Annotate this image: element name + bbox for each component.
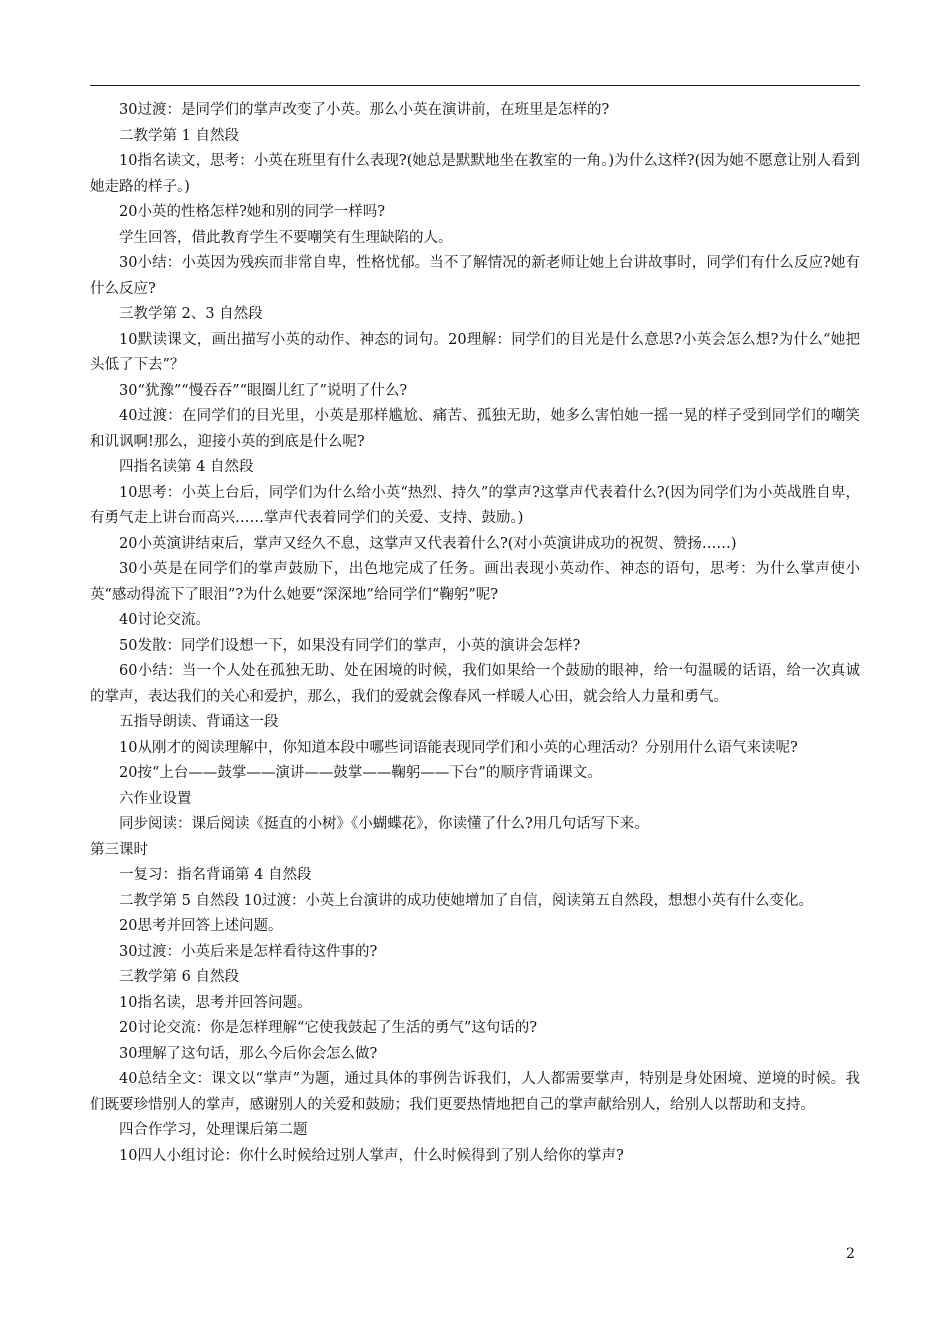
paragraph: 一复习：指名背诵第 4 自然段: [119, 867, 312, 883]
paragraph: 30过渡：是同学们的掌声改变了小英。那么小英在演讲前，在班里是怎样的?: [119, 102, 610, 118]
paragraph: 30小结：小英因为残疾而非常自卑，性格忧郁。当不了解情况的新老师让她上台讲故事时，同学们有什么反应?她有什么反应?: [90, 255, 860, 297]
paragraph: 20思考并回答上述问题。: [119, 918, 283, 934]
paragraph: 40讨论交流。: [119, 612, 210, 628]
paragraph: 30小英是在同学们的掌声鼓励下，出色地完成了任务。画出表现小英动作、神态的语句，思考：为什么掌声使小英“感动得流下了眼泪”?为什么她要“深深地”给同学们“鞠躬”呢?: [90, 561, 860, 603]
paragraph: 20小英的性格怎样?她和别的同学一样吗?: [119, 204, 385, 220]
document-body: [90, 98, 860, 1169]
section-heading: 第三课时: [90, 841, 148, 858]
paragraph: 40总结全文：课文以“掌声”为题，通过具体的事例告诉我们，人人都需要掌声，特别是身处困境、逆境的时候。我们既要珍惜别人的掌声，感谢别人的关爱和鼓励；我们更要热情地把自己的掌声献给别人，给别人以帮助和支持。: [90, 1071, 860, 1113]
paragraph: 10默读课文，画出描写小英的动作、神态的词句。20理解：同学们的目光是什么意思?小英会怎么想?为什么“她把头低了下去”？: [90, 331, 860, 373]
paragraph: 二教学第 1 自然段: [119, 127, 239, 144]
paragraph: 三教学第 6 自然段: [119, 969, 239, 985]
header-rule: [90, 85, 860, 86]
paragraph: 30理解了这句话，那么今后你会怎么做?: [119, 1045, 378, 1062]
paragraph: 10四人小组讨论：你什么时候给过别人掌声，什么时候得到了别人给你的掌声?: [119, 1147, 624, 1164]
paragraph: 50发散：同学们设想一下，如果没有同学们的掌声，小英的演讲会怎样?: [119, 637, 581, 654]
paragraph: 20按“上台——鼓掌——演讲——鼓掌——鞠躬——下台”的顺序背诵课文。: [119, 765, 602, 781]
paragraph: 四合作学习，处理课后第二题: [119, 1122, 308, 1138]
paragraph: 30过渡：小英后来是怎样看待这件事的?: [119, 943, 378, 960]
paragraph: 六作业设置: [119, 790, 192, 807]
page-number: 2: [846, 1246, 855, 1262]
paragraph: 10思考：小英上台后，同学们为什么给小英“热烈、持久”的掌声?这掌声代表着什么?(因为同学们为小英战胜自卑，有勇气走上讲台而高兴……掌声代表着同学们的关爱、支持、鼓励。): [90, 484, 860, 526]
paragraph: 四指名读第 4 自然段: [119, 459, 254, 475]
paragraph: 学生回答，借此教育学生不要嘲笑有生理缺陷的人。: [119, 229, 453, 246]
paragraph: 20讨论交流：你是怎样理解“它使我鼓起了生活的勇气”这句话的?: [119, 1020, 538, 1036]
paragraph: 同步阅读：课后阅读《挺直的小树》《小蝴蝶花》，你读懂了什么?用几句话写下来。: [119, 816, 649, 832]
paragraph: 三教学第 2、3 自然段: [119, 306, 263, 322]
paragraph: 五指导朗读、背诵这一段: [119, 714, 279, 730]
paragraph: 10从刚才的阅读理解中，你知道本段中哪些词语能表现同学们和小英的心理活动？分别用什么语气来读呢?: [119, 739, 798, 756]
paragraph: 30“犹豫”“慢吞吞”“眼圈儿红了”说明了什么?: [119, 382, 408, 399]
paragraph: 40过渡：在同学们的目光里，小英是那样尴尬、痛苦、孤独无助，她多么害怕她一摇一晃的样子受到同学们的嘲笑和讥讽啊!那么，迎接小英的到底是什么呢?: [90, 408, 860, 450]
paragraph: 20小英演讲结束后，掌声又经久不息，这掌声又代表着什么?(对小英演讲成功的祝贺、赞扬……): [119, 535, 737, 552]
paragraph: 10指名读文，思考：小英在班里有什么表现?(她总是默默地坐在教室的一角。)为什么这样?(因为她不愿意让别人看到她走路的样子。): [90, 153, 860, 195]
paragraph: 二教学第 5 自然段 10过渡：小英上台演讲的成功使她增加了自信，阅读第五自然段，想想小英有什么变化。: [119, 892, 813, 909]
paragraph: 60小结：当一个人处在孤独无助、处在困境的时候，我们如果给一个鼓励的眼神，给一句温暖的话语，给一次真诚的掌声，表达我们的关心和爱护，那么，我们的爱就会像春风一样暖人心田，就会给人力量和勇气。: [90, 663, 860, 705]
paragraph: 10指名读，思考并回答问题。: [119, 994, 312, 1011]
